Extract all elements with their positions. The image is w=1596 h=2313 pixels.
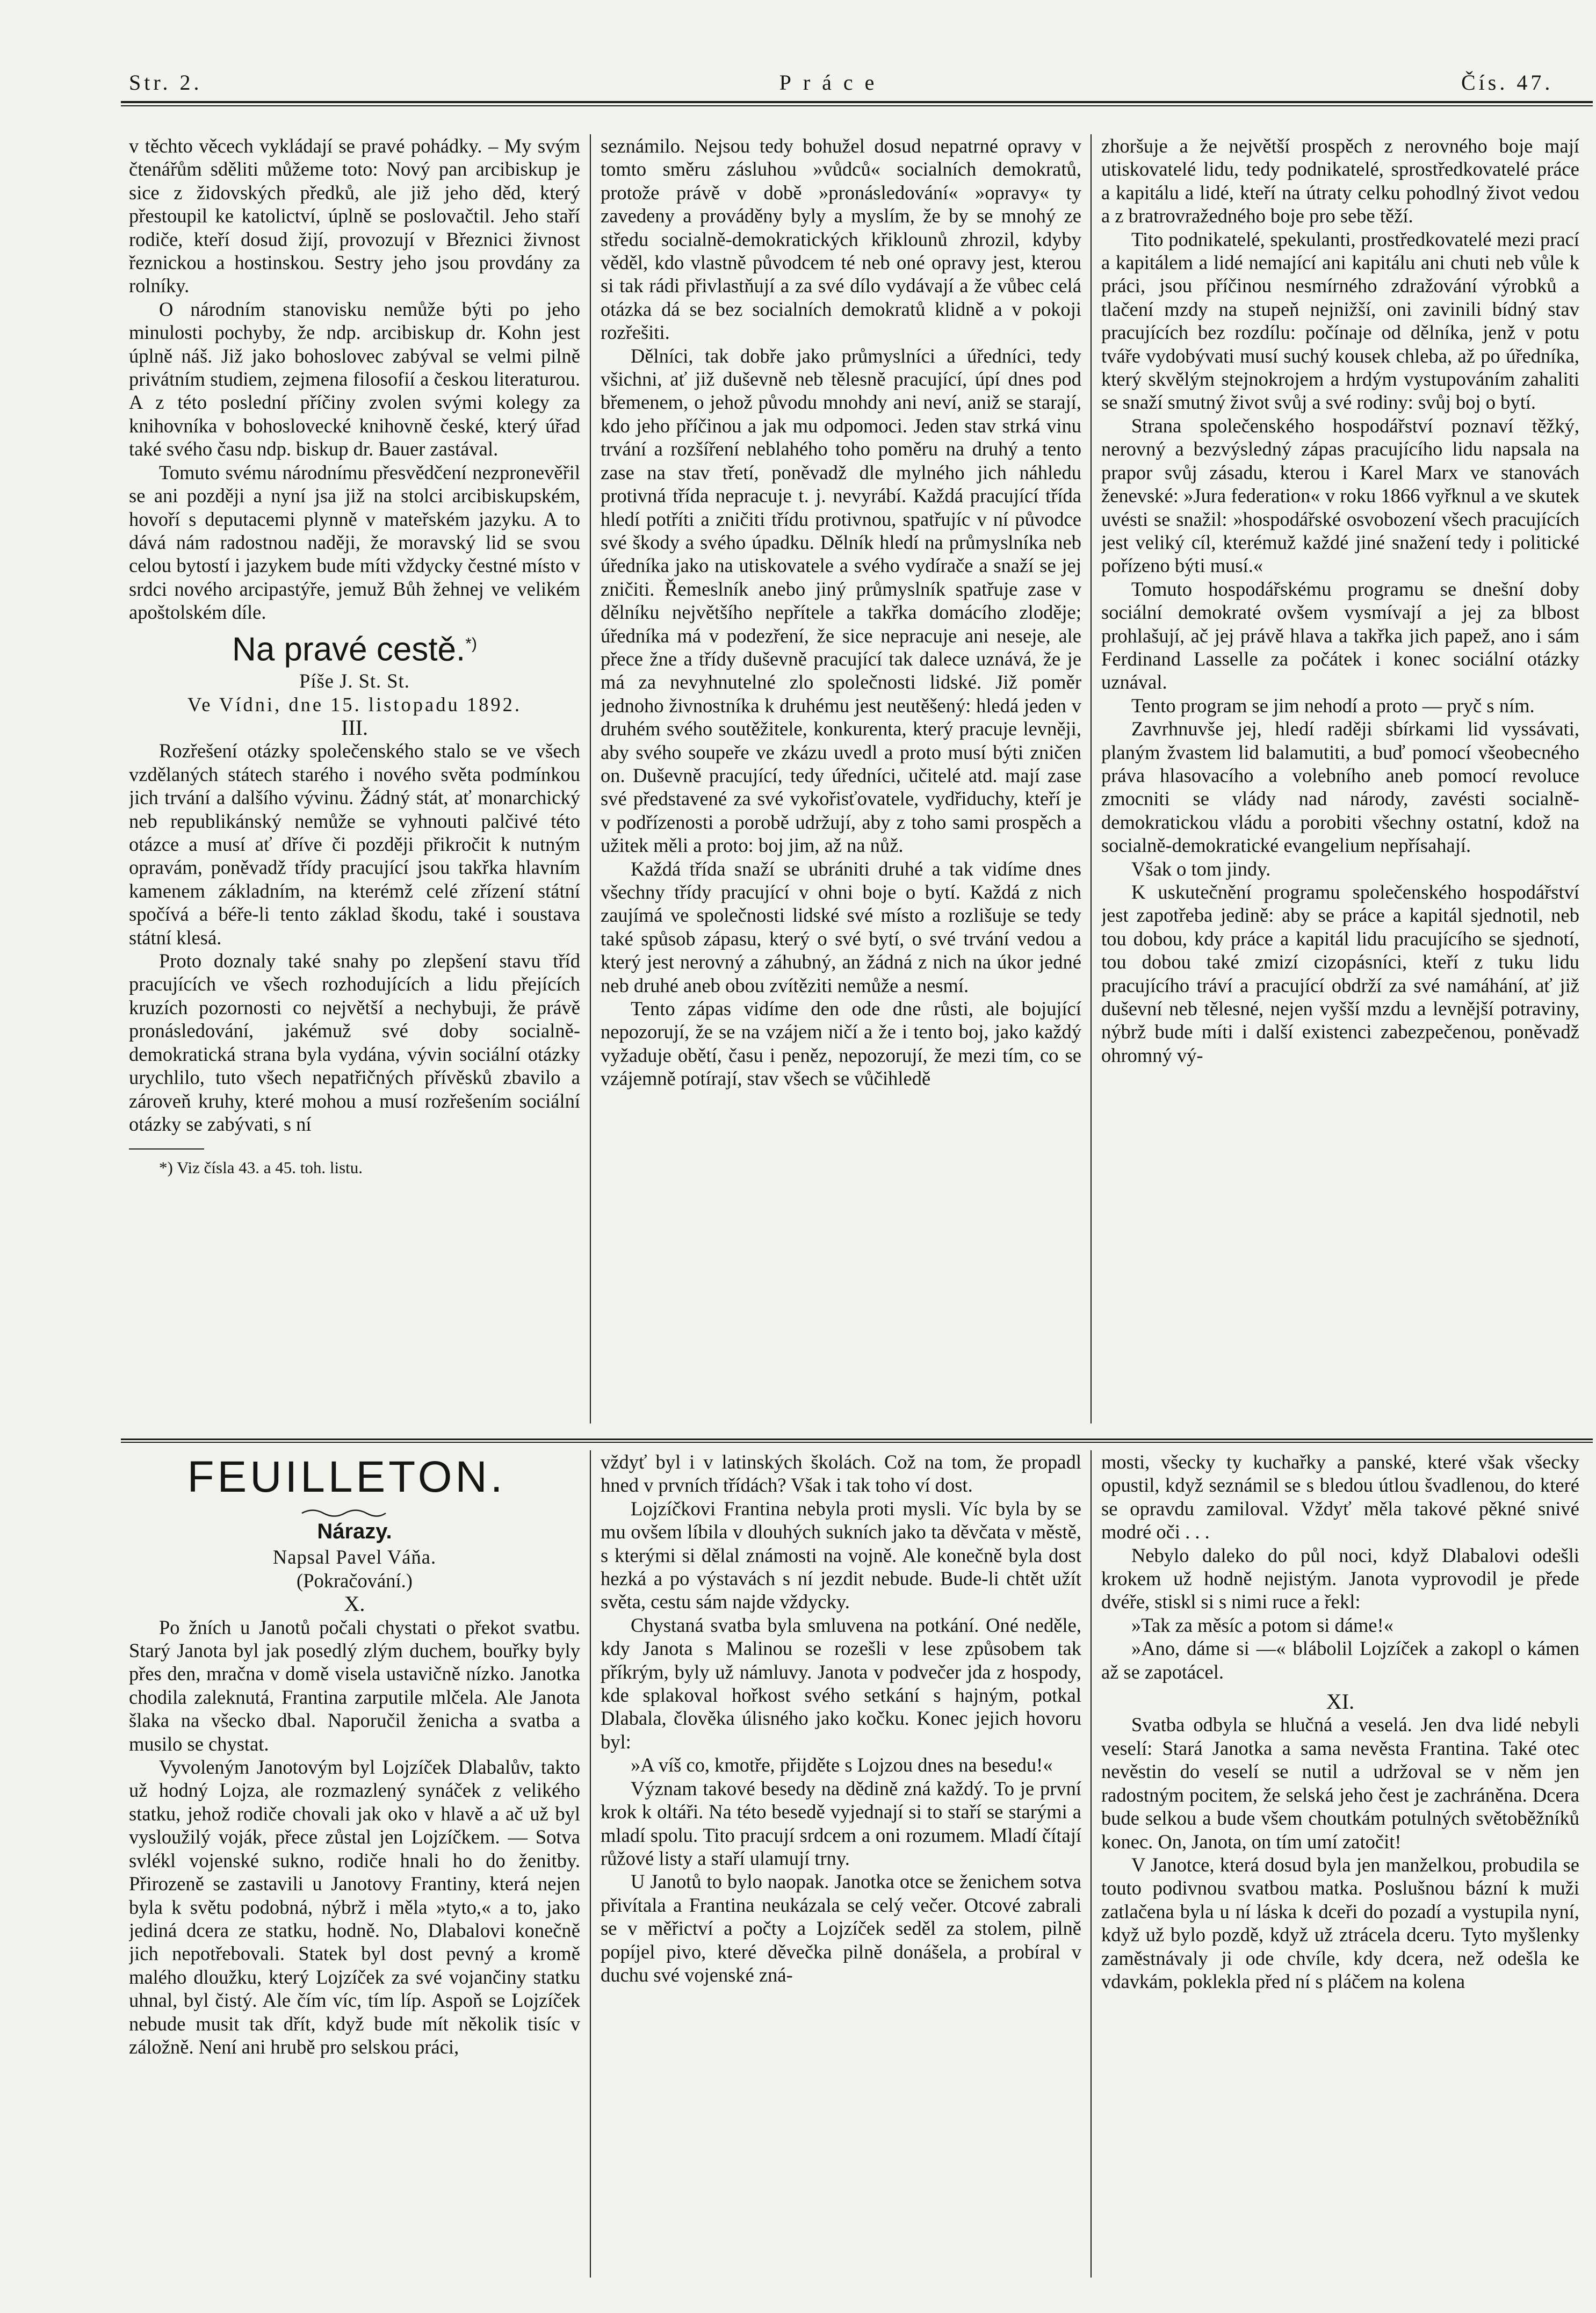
section-numeral: III.	[341, 715, 368, 740]
feuilleton-column-3	[1101, 1450, 1579, 2283]
story-title: Nárazy.	[317, 1520, 392, 1543]
paragraph: »Ano, dáme si —« blábolil Lojzíček a zakopl o kámen až se zapotácel.	[1101, 1637, 1579, 1683]
story-author: Napsal Pavel Váňa.	[272, 1546, 437, 1568]
paragraph: Proto doznaly také snahy po zlepšení stavu tříd pracujících ve všech rozhodujících a lidu přejících kruzích pozornosti co největší a nechybuji, že právě pronásledování, jakémuž své doby socialně-demokratická strana byla vydána, vývin sociální otázky urychlilo, tuto všech nepatřičných přívěsků zbavilo a zároveň kruhy, které mohou a musí rozřešením sociální otázky se zabývati, s ní	[129, 950, 580, 1135]
paragraph: zhoršuje a že největší prospěch z nerovného boje mají utiskovatelé lidu, tedy podnikatelé, sprostředkovatelé práce a kapitálu a lidé, kteří na útraty celku pohodlný život vedou a z bratrovražedného boje pro sebe těží.	[1101, 135, 1579, 227]
column-rule	[1091, 1450, 1092, 2278]
paragraph: »Tak za měsíc a potom si dáme!«	[1131, 1614, 1394, 1636]
column-rule	[590, 1450, 591, 2278]
feuilleton-heading: FEUILLETON.	[187, 1452, 506, 1501]
column-1	[129, 134, 580, 1434]
paragraph: Však o tom jindy.	[1131, 857, 1271, 880]
paragraph: Tento program se jim nehodí a proto — pryč s ním.	[1131, 694, 1535, 717]
paragraph: U Janotů to bylo naopak. Janotka otce se ženichem sotva přivítala a Frantina neukázala se celý večer. Otcové zabrali se v měřictví a počty a Lojzíček seděl za stolem, pilně popíjel pivo, které děvečka pilně donášela, a probíral v duchu své vojenské zná-	[601, 1870, 1081, 1986]
paragraph: v těchto věcech vykládají se pravé pohádky. – My svým čtenářům sděliti můžeme toto: Nový pan arcibiskup je sice z židovských předků, ale již jeho děd, který přestoupil ke katolictví, úplně se poslovačtil. Jeho staří rodiče, kteří dosud žijí, provozují v Březnici živnost řeznickou a hostinskou. Sestry jeho jsou provdány za rolníky.	[129, 135, 580, 297]
paragraph: Význam takové besedy na dědině zná každý. To je první krok k oltáři. Na této besedě vyjednají si to staří se starými a mladí spolu. Tito pracují srdcem a oni rozumem. Mladí čítají růžové listy a staří ulamují trny.	[601, 1777, 1081, 1869]
column-rule	[1091, 134, 1092, 1423]
issue-number: Čís. 47.	[1461, 70, 1554, 95]
ornament-squiggle	[301, 1507, 387, 1519]
paragraph: Dělníci, tak dobře jako průmyslníci a úředníci, tedy všichni, ať již duševně neb tělesně pracující, úpí dnes pod břemenem, o jehož původu mnohdy ani neví, aniž se starají, kdo jeho příčinou a jak mu odpomoci. Jeden stav strká vinu trvání a rozšíření neblahého toho poměru na druhý a tento zase na stav třetí, poněvadž dle mylného jich náhledu protivná třída nepracuje t. j. nevyrábí. Každá pracující třída hledí potříti a zničiti třídu protivnou, spatřujíc v ní původce své škody a svého úpadku. Dělník hledí na průmyslníka neb úředníka jako na utiskovatele a svého vydírače a snaží se jej zničiti. Řemeslník anebo jiný průmyslník spatřuje zase v dělníku největšího nepřítele a takřka domácího zloděje; úředníka má v podezření, že sice nepracuje ani neseje, ale přece žne a třídy duševně pracující tak dalece uznává, že je má za nevyhnutelné zlo společnosti lidské. Již poměr jednoho živnostníka k druhému jest neutěšený: hledá jeden v druhém svého soutěžitele, konkurenta, který pracuje levněji, aby svého soupeře ve zkázu uvedl a proto musí býti zničen on. Duševně pracující, tedy úředníci, učitelé atd. mají zase své představené za své vykořisťovatele, vydřiduchy, kteří je v podřízenosti a porobě udržují, aby z toho sami prospěch a užitek měli a proto: boj jim, až na nůž.	[601, 344, 1081, 857]
paragraph: Tomuto svému národnímu přesvědčení nezpronevěřil se ani později a nyní jsa již na stolci arcibiskupském, hovoří s deputacemi plynně v mateřském jazyku. A to dává nám radostnou naději, že moravský lid se svou celou bytostí i jazykem bude míti vždycky čestné místo v srdci nového arcipastýře, jemuž Bůh žehnej ve velikém apoštolském díle.	[129, 461, 580, 624]
footnote-rule	[129, 1148, 204, 1150]
page-number: Str. 2.	[129, 70, 203, 95]
paragraph: Svatba odbyla se hlučná a veselá. Jen dva lidé nebyli veselí: Stará Janotka a sama nevěsta Frantina. Také otec nevěstin do veselí se nutil a udržoval se v něm jen radostným pocitem, že selská jeho čest je zachráněna. Dcera bude selkou a bude všem choutkám potulných světoběžníků konec. On, Janota, on tím umí zatočit!	[1101, 1714, 1579, 1853]
paragraph: Každá třída snaží se ubrániti druhé a tak vidíme dnes všechny třídy pracující v ohni boje o bytí. Každá z nich zaujímá ve společnosti lidské své místo a rozlišuje se tedy také spůsob zápasu, který o své bytí, o své trvání vedou a který jest nerovný a záhubný, an žádná z nich na úkor jedné neb druhé aneb obou zvítěziti nemůže a nesmí.	[601, 857, 1081, 996]
paragraph: Po žních u Janotů počali chystati o překot svatbu. Starý Janota byl jak posedlý zlým duchem, bouřky byly přes den, mračna v domě visela ustavičně nízko. Janotka chodila zaleknutá, Frantina zarputile mlčela. Ale Janota šlaka na všecko dbal. Naporučil ženicha a svatba a musilo se chystat.	[129, 1616, 580, 1755]
feuilleton-column-2	[601, 1450, 1081, 2283]
paragraph: vždyť byl i v latinských školách. Což na tom, že propadl hned v prvních třídách? Však i tak toho ví dost.	[601, 1451, 1081, 1497]
feuilleton-separator-thin	[121, 1442, 1593, 1443]
article-byline: Píše J. St. St.	[299, 670, 410, 692]
paragraph: Nebylo daleko do půl noci, když Dlabalovi odešli krokem už hodně nejistým. Janota vyprovodil je přede dvéře, stiskl si s nimi ruce a řekl:	[1101, 1544, 1579, 1613]
article-title-text: Na pravé cestě.	[232, 631, 466, 668]
column-2	[601, 134, 1081, 1434]
paragraph: Tomuto hospodářskému programu se dnešní doby sociální demokraté ovšem vysmívají a jej za blbost prohlašují, ač jej právě hlava a takřka jich papež, ano i sám Ferdinand Lasselle za počátek i konec sociální otázky uznával.	[1101, 577, 1579, 693]
paragraph: »A víš co, kmotře, přijděte s Lojzou dnes na besedu!«	[631, 1754, 1053, 1776]
paragraph: Vyvoleným Janotovým byl Lojzíček Dlabalův, takto už hodný Lojza, ale rozmazlený synáček z velikého statku, jehož rodiče chovali jak oko v hlavě a ač už byl vysloužilý voják, přece zůstal jen Lojzíčkem. — Sotva svlékl vojenské sukno, rodiče hnali ho do ženitby. Přirozeně se zastavili u Janotovy Frantiny, která nejen byla k světu podobná, nýbrž i měla »tyto,« a to, jako jediná dcera ze statku, hodně. No, Dlabalovi konečně jich nepotřebovali. Statek byl dost pevný a kromě malého dloužku, který Lojzíček za své vojančiny statku uhnal, byl čistý. Ale čím víc, tím líp. Aspoň se Lojzíček nebude musit tak dřít, když bude mít několik tisíc v záložně. Není ani hrubě pro selskou práci,	[129, 1756, 580, 2058]
chapter-numeral: X.	[344, 1592, 365, 1616]
paragraph: Lojzíčkovi Frantina nebyla proti mysli. Víc byla by se mu ovšem líbila v dlouhých sukních jako ta děvčata v městě, s kterými si dělal známosti na vojně. Ale konečně byla dost hezká a po výstavách s ní jezdit nebude. Bude-li chtět užít světa, cestu sám najde vždycky.	[601, 1497, 1081, 1613]
footnote-mark: *)	[465, 634, 477, 653]
paragraph: Strana společenského hospodářství poznaví těžký, nerovný a bezvýsledný zápas pracujícího lidu napsala na prapor svůj zásadu, kterou i Karel Marx ve stanovách ženevské: »Jura federation« v roku 1866 vyřknul a ve skutek uvésti se snažil: »hospodářské osvobození všech pracujících jest veliký cíl, kterémuž každé jiné snažení tedy i politické pořízeno býti musí.«	[1101, 414, 1579, 577]
column-rule	[590, 134, 591, 1423]
paragraph: K uskutečnění programu společenského hospodářství jest zapotřeba jedině: aby se práce a kapitál sjednotil, neb tou dobou, kdy práce a kapitál lidu pracujícího se sjednotí, tou dobou také zmizí cizopásníci, kteří z tuku lidu pracujícího tráví a pracující obdrží za své namáhání, ať již duševní neb tělesné, nejen vyšší mzdu a levnější potraviny, nýbrž bude míti i další existenci zabezpečenou, poněvadž ohromný vý-	[1101, 881, 1579, 1066]
paragraph: Zavrhnuvše jej, hledí raději sbírkami lid vyssávati, planým žvastem lid balamutiti, a buď pomocí všeobecného práva hlasovacího a volebního aneb pomocí revoluce zmocniti se vlády nad národy, zavésti socialně-demokratickou vládu a porobiti všechny ostatní, kdož na socialně-demokratické evangelium nepřísahají.	[1101, 718, 1579, 857]
feuilleton-separator	[121, 1439, 1593, 1440]
feuilleton-column-1	[129, 1520, 580, 2283]
column-3	[1101, 134, 1579, 1434]
article-title	[129, 624, 580, 670]
header-rule-thin	[121, 105, 1593, 106]
paragraph: Chystaná svatba byla smluvena na potkání. Oné neděle, kdy Janota s Malinou se rozešli v lese způsobem tak příkrým, byly už námluvy. Janota v podvečer jda z hospody, kde splakoval hořkost svého setkání s hajným, potkal Dlabala, člověka úlisného jako kočku. Konec jejich hovoru byl:	[601, 1614, 1081, 1753]
header-rule	[121, 101, 1593, 103]
paragraph: mosti, všecky ty kuchařky a panské, které však všecky opustil, když seznámil se s bledou útlou švadlenou, do které se opravdu zamiloval. Vždyť měla takové pěkné snivé modré oči . . .	[1101, 1451, 1579, 1543]
paragraph: seznámilo. Nejsou tedy bohužel dosud nepatrné opravy v tomto směru zásluhou »vůdců« socialních demokratů, protože právě v době »pronásledování« »opravy« ty zavedeny a prováděny byly a myslím, že by se mnohý ze středu socialně-demokratických křiklounů zhrozil, kdyby věděl, kdo vlastně původcem té neb oné opravy jest, kterou si tak rádi přivlastňují a za své dílo vydávají a že vůbec celá otázka dá se bez socialních demokratů klidně a v pokoji rozřešiti.	[601, 135, 1081, 344]
paragraph: Rozřešení otázky společenského stalo se ve všech vzdělaných státech starého i nového světa podmínkou jich trvání a dalšího vývinu. Žádný stát, ať monarchický neb republikánský nemůže se vyhnouti palčivé této otázce a musí ať dříve či později přikročit k nutným opravám, poněvadž třídy pracující jsou takřka hlavním kamenem základním, na kterémž celé zřízení státní spočívá a béře-li tento základ škodu, také i soustava státní klesá.	[129, 740, 580, 949]
article-dateline: Ve Vídni, dne 15. listopadu 1892.	[187, 693, 522, 715]
newspaper-name: Práce	[779, 70, 886, 95]
footnote: *) Viz čísla 43. a 45. toh. listu.	[159, 1158, 363, 1177]
paragraph: Tito podnikatelé, spekulanti, prostředkovatelé mezi prací a kapitálem a lidé nemající ani kapitálu ani chuti neb vůle k práci, jsou příčinou nesmírného zdražování výrobků a tlačení mzdy na stupeň nejnižší, oni zavinili bídný stav pracujících bez rozdílu: počínaje od dělníka, jenž v potu tváře vydobývati musí suchý kousek chleba, až po úředníka, který skvělým stejnokrojem a hrdým vystupováním zahaliti se snaží smutný život svůj a své rodiny: svůj boj o bytí.	[1101, 228, 1579, 414]
continued-note: (Pokračování.)	[297, 1569, 413, 1592]
paragraph: Tento zápas vidíme den ode dne růsti, ale bojující nepozorují, že se na vzájem ničí a že i tento boj, jako každý vyžaduje obětí, času i peněz, nepozorují, že mezi tím, co se vzájemně potírají, stav všech se vůčihledě	[601, 998, 1081, 1090]
paragraph: V Janotce, která dosud byla jen manželkou, probudila se touto podivnou svatbou matka. Poslušnou bázní k muži zatlačena byla u ní láska k dceři do pozadí a vystupila nyní, když už bylo pozdě, když už ztrácela dceru. Tyto myšlenky zaměstnávaly ji ode chvíle, kdy dcera, než odešla ke vdavkám, poklekla před ní s pláčem na kolena	[1101, 1853, 1579, 1992]
chapter-numeral: XI.	[1326, 1689, 1355, 1714]
paragraph: O národním stanovisku nemůže býti po jeho minulosti pochyby, že ndp. arcibiskup dr. Kohn jest úplně náš. Již jako bohoslovec zabýval se velmi pilně privátním studiem, zejmena filosofií a českou literaturou. A z této poslední příčiny zvolen svými kolegy za knihovníka v bohoslovecké knihovně české, který úřad také svého času ndp. biskup dr. Bauer zastával.	[129, 298, 580, 460]
